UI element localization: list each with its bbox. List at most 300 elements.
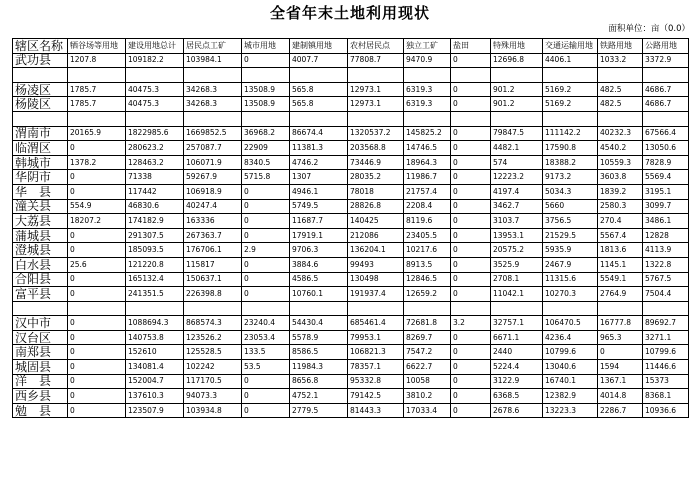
cell-value: 13223.3 xyxy=(543,403,598,418)
cell-value: 13508.9 xyxy=(242,97,290,112)
cell-value xyxy=(598,111,643,126)
cell-value: 79847.5 xyxy=(491,126,543,141)
unit-label: 面积单位：亩（0.0） xyxy=(608,24,690,34)
cell-value: 3525.9 xyxy=(491,257,543,272)
column-header: 公路用地 xyxy=(643,39,689,54)
cell-value: 1367.1 xyxy=(598,374,643,389)
cell-value: 4586.5 xyxy=(290,272,348,287)
region-name: 合阳县 xyxy=(13,272,68,287)
cell-value: 12828 xyxy=(643,228,689,243)
table-row xyxy=(13,126,689,141)
cell-value: 3099.7 xyxy=(643,199,689,214)
cell-value: 163336 xyxy=(184,214,242,229)
table-row xyxy=(13,155,689,170)
cell-value: 71338 xyxy=(126,170,184,185)
table-row xyxy=(13,228,689,243)
cell-value: 174182.9 xyxy=(126,214,184,229)
cell-value: 574 xyxy=(491,155,543,170)
cell-value: 4686.7 xyxy=(643,97,689,112)
spacer-row xyxy=(13,111,689,126)
cell-value: 482.5 xyxy=(598,82,643,97)
cell-value: 89692.7 xyxy=(643,316,689,331)
cell-value: 123526.2 xyxy=(184,330,242,345)
cell-value: 106821.3 xyxy=(348,345,404,360)
cell-value: 12846.5 xyxy=(404,272,451,287)
table-row xyxy=(13,389,689,404)
cell-value: 0 xyxy=(242,184,290,199)
cell-value: 9173.2 xyxy=(543,170,598,185)
column-header: 独立工矿 xyxy=(404,39,451,54)
cell-value: 17590.8 xyxy=(543,141,598,156)
cell-value: 4540.2 xyxy=(598,141,643,156)
cell-value xyxy=(451,68,491,83)
cell-value: 1320537.2 xyxy=(348,126,404,141)
cell-value: 0 xyxy=(242,389,290,404)
cell-value: 103934.8 xyxy=(184,403,242,418)
region-name: 临渭区 xyxy=(13,141,68,156)
cell-value: 125528.5 xyxy=(184,345,242,360)
cell-value: 106071.9 xyxy=(184,155,242,170)
region-name: 华阴市 xyxy=(13,170,68,185)
cell-value: 11687.7 xyxy=(290,214,348,229)
region-name: 杨陵区 xyxy=(13,97,68,112)
cell-value: 3884.6 xyxy=(290,257,348,272)
cell-value: 5715.8 xyxy=(242,170,290,185)
cell-value: 136204.1 xyxy=(348,243,404,258)
cell-value: 121220.8 xyxy=(126,257,184,272)
cell-value xyxy=(126,68,184,83)
cell-value: 0 xyxy=(68,287,126,302)
cell-value: 12659.2 xyxy=(404,287,451,302)
cell-value: 72681.8 xyxy=(404,316,451,331)
cell-value: 4752.1 xyxy=(290,389,348,404)
cell-value: 10799.6 xyxy=(543,345,598,360)
cell-value: 8586.5 xyxy=(290,345,348,360)
column-header: 农村居民点 xyxy=(348,39,404,54)
cell-value: 12382.9 xyxy=(543,389,598,404)
cell-value: 32757.1 xyxy=(491,316,543,331)
cell-value: 0 xyxy=(242,257,290,272)
cell-value: 21757.4 xyxy=(404,184,451,199)
cell-value: 9706.3 xyxy=(290,243,348,258)
cell-value: 2286.7 xyxy=(598,403,643,418)
region-name: 武功县 xyxy=(13,53,68,68)
cell-value: 109182.2 xyxy=(126,53,184,68)
cell-value: 901.2 xyxy=(491,97,543,112)
cell-value: 0 xyxy=(242,53,290,68)
cell-value: 145825.2 xyxy=(404,126,451,141)
region-name: 华 县 xyxy=(13,184,68,199)
cell-value: 3486.1 xyxy=(643,214,689,229)
cell-value: 0 xyxy=(451,199,491,214)
cell-value: 0 xyxy=(451,272,491,287)
cell-value: 2440 xyxy=(491,345,543,360)
cell-value: 9470.9 xyxy=(404,53,451,68)
cell-value: 0 xyxy=(451,82,491,97)
cell-value xyxy=(68,68,126,83)
cell-value xyxy=(643,68,689,83)
cell-value xyxy=(290,301,348,316)
region-name: 潼关县 xyxy=(13,199,68,214)
cell-value: 11446.6 xyxy=(643,360,689,375)
cell-value: 7504.4 xyxy=(643,287,689,302)
cell-value: 36968.2 xyxy=(242,126,290,141)
cell-value: 4946.1 xyxy=(290,184,348,199)
cell-value: 0 xyxy=(451,330,491,345)
region-name xyxy=(13,111,68,126)
cell-value: 0 xyxy=(242,228,290,243)
cell-value: 5567.4 xyxy=(598,228,643,243)
cell-value: 5749.5 xyxy=(290,199,348,214)
cell-value: 10760.1 xyxy=(290,287,348,302)
cell-value: 20575.2 xyxy=(491,243,543,258)
cell-value: 54430.4 xyxy=(290,316,348,331)
cell-value: 1322.8 xyxy=(643,257,689,272)
table-row xyxy=(13,170,689,185)
cell-value: 14746.5 xyxy=(404,141,451,156)
cell-value: 1088694.3 xyxy=(126,316,184,331)
cell-value: 40232.3 xyxy=(598,126,643,141)
cell-value xyxy=(491,111,543,126)
cell-value: 4236.4 xyxy=(543,330,598,345)
cell-value: 10270.3 xyxy=(543,287,598,302)
cell-value: 78357.1 xyxy=(348,360,404,375)
cell-value: 17919.1 xyxy=(290,228,348,243)
cell-value: 4746.2 xyxy=(290,155,348,170)
cell-value: 0 xyxy=(242,287,290,302)
cell-value: 99493 xyxy=(348,257,404,272)
cell-value: 128463.2 xyxy=(126,155,184,170)
cell-value: 40475.3 xyxy=(126,82,184,97)
region-name: 富平县 xyxy=(13,287,68,302)
table-row xyxy=(13,360,689,375)
cell-value xyxy=(404,111,451,126)
cell-value: 150637.1 xyxy=(184,272,242,287)
cell-value: 86674.4 xyxy=(290,126,348,141)
cell-value: 79953.1 xyxy=(348,330,404,345)
cell-value: 53.5 xyxy=(242,360,290,375)
cell-value: 102242 xyxy=(184,360,242,375)
cell-value: 0 xyxy=(242,374,290,389)
cell-value: 12973.1 xyxy=(348,97,404,112)
header-row xyxy=(13,39,689,54)
cell-value: 4014.8 xyxy=(598,389,643,404)
cell-value: 140753.8 xyxy=(126,330,184,345)
cell-value: 10217.6 xyxy=(404,243,451,258)
cell-value: 0 xyxy=(451,155,491,170)
cell-value: 77808.7 xyxy=(348,53,404,68)
cell-value: 4406.1 xyxy=(543,53,598,68)
cell-value: 3462.7 xyxy=(491,199,543,214)
cell-value: 0 xyxy=(451,374,491,389)
cell-value: 0 xyxy=(68,374,126,389)
cell-value: 2.9 xyxy=(242,243,290,258)
table-row xyxy=(13,403,689,418)
cell-value: 267363.7 xyxy=(184,228,242,243)
cell-value: 1207.8 xyxy=(68,53,126,68)
region-name: 杨凌区 xyxy=(13,82,68,97)
column-header: 交通运输用地 xyxy=(543,39,598,54)
column-header: 城市用地 xyxy=(242,39,290,54)
cell-value: 270.4 xyxy=(598,214,643,229)
cell-value: 8340.5 xyxy=(242,155,290,170)
cell-value xyxy=(68,301,126,316)
cell-value: 152610 xyxy=(126,345,184,360)
cell-value: 34268.3 xyxy=(184,82,242,97)
cell-value: 10559.3 xyxy=(598,155,643,170)
cell-value: 5034.3 xyxy=(543,184,598,199)
cell-value: 565.8 xyxy=(290,82,348,97)
cell-value: 0 xyxy=(451,257,491,272)
region-name: 蒲城县 xyxy=(13,228,68,243)
region-name: 洋 县 xyxy=(13,374,68,389)
cell-value: 0 xyxy=(68,316,126,331)
cell-value: 482.5 xyxy=(598,97,643,112)
cell-value: 1785.7 xyxy=(68,97,126,112)
region-name: 白水县 xyxy=(13,257,68,272)
cell-value: 5578.9 xyxy=(290,330,348,345)
cell-value xyxy=(68,111,126,126)
column-header: 盐田 xyxy=(451,39,491,54)
cell-value: 0 xyxy=(68,330,126,345)
cell-value: 0 xyxy=(68,141,126,156)
cell-value xyxy=(543,301,598,316)
cell-value: 565.8 xyxy=(290,97,348,112)
cell-value: 22909 xyxy=(242,141,290,156)
cell-value xyxy=(598,68,643,83)
table-row xyxy=(13,214,689,229)
cell-value: 15373 xyxy=(643,374,689,389)
cell-value: 3603.8 xyxy=(598,170,643,185)
cell-value: 0 xyxy=(242,272,290,287)
cell-value: 1594 xyxy=(598,360,643,375)
cell-value: 1378.2 xyxy=(68,155,126,170)
cell-value: 6622.7 xyxy=(404,360,451,375)
cell-value: 13508.9 xyxy=(242,82,290,97)
cell-value: 8656.8 xyxy=(290,374,348,389)
cell-value: 0 xyxy=(451,287,491,302)
cell-value: 0 xyxy=(451,170,491,185)
cell-value: 13050.6 xyxy=(643,141,689,156)
cell-value: 3195.1 xyxy=(643,184,689,199)
table-row xyxy=(13,345,689,360)
cell-value: 3.2 xyxy=(451,316,491,331)
cell-value xyxy=(242,111,290,126)
table-row xyxy=(13,316,689,331)
cell-value: 226398.8 xyxy=(184,287,242,302)
region-name: 勉 县 xyxy=(13,403,68,418)
cell-value: 115817 xyxy=(184,257,242,272)
cell-value xyxy=(643,301,689,316)
cell-value: 1145.1 xyxy=(598,257,643,272)
cell-value: 7547.2 xyxy=(404,345,451,360)
column-header: 辖区名称 xyxy=(13,39,68,54)
cell-value: 685461.4 xyxy=(348,316,404,331)
cell-value: 106470.5 xyxy=(543,316,598,331)
cell-value: 176706.1 xyxy=(184,243,242,258)
cell-value: 123507.9 xyxy=(126,403,184,418)
table-row xyxy=(13,184,689,199)
cell-value: 1669852.5 xyxy=(184,126,242,141)
cell-value: 40247.4 xyxy=(184,199,242,214)
cell-value: 0 xyxy=(68,272,126,287)
region-name: 大荔县 xyxy=(13,214,68,229)
cell-value: 4197.4 xyxy=(491,184,543,199)
table-row xyxy=(13,287,689,302)
table-row xyxy=(13,199,689,214)
cell-value: 3372.9 xyxy=(643,53,689,68)
cell-value: 18388.2 xyxy=(543,155,598,170)
cell-value: 152004.7 xyxy=(126,374,184,389)
column-header: 建设用地总计 xyxy=(126,39,184,54)
region-name: 西乡县 xyxy=(13,389,68,404)
cell-value: 0 xyxy=(68,243,126,258)
cell-value: 78018 xyxy=(348,184,404,199)
cell-value: 5660 xyxy=(543,199,598,214)
region-name: 汉中市 xyxy=(13,316,68,331)
cell-value: 95332.8 xyxy=(348,374,404,389)
table-row xyxy=(13,374,689,389)
cell-value: 111142.2 xyxy=(543,126,598,141)
cell-value: 11381.3 xyxy=(290,141,348,156)
column-header: 牺谷场等用地 xyxy=(68,39,126,54)
table-row xyxy=(13,330,689,345)
cell-value: 130498 xyxy=(348,272,404,287)
table-row xyxy=(13,257,689,272)
cell-value: 241351.5 xyxy=(126,287,184,302)
cell-value: 94073.3 xyxy=(184,389,242,404)
cell-value: 165132.4 xyxy=(126,272,184,287)
table-row xyxy=(13,243,689,258)
table-row xyxy=(13,53,689,68)
cell-value xyxy=(404,68,451,83)
cell-value xyxy=(348,301,404,316)
cell-value: 5569.4 xyxy=(643,170,689,185)
cell-value: 0 xyxy=(68,170,126,185)
cell-value: 13953.1 xyxy=(491,228,543,243)
region-name: 澄城县 xyxy=(13,243,68,258)
cell-value xyxy=(451,111,491,126)
cell-value: 4482.1 xyxy=(491,141,543,156)
cell-value xyxy=(184,111,242,126)
cell-value: 1307 xyxy=(290,170,348,185)
region-name xyxy=(13,68,68,83)
region-name: 渭南市 xyxy=(13,126,68,141)
cell-value: 1839.2 xyxy=(598,184,643,199)
cell-value: 0 xyxy=(451,214,491,229)
cell-value: 23053.4 xyxy=(242,330,290,345)
cell-value: 34268.3 xyxy=(184,97,242,112)
cell-value xyxy=(184,68,242,83)
cell-value: 67566.4 xyxy=(643,126,689,141)
cell-value: 12973.1 xyxy=(348,82,404,97)
cell-value xyxy=(543,111,598,126)
cell-value xyxy=(290,111,348,126)
cell-value: 0 xyxy=(598,345,643,360)
cell-value: 25.6 xyxy=(68,257,126,272)
cell-value: 6671.1 xyxy=(491,330,543,345)
cell-value: 0 xyxy=(242,214,290,229)
cell-value: 5549.1 xyxy=(598,272,643,287)
cell-value: 117170.5 xyxy=(184,374,242,389)
cell-value: 3271.1 xyxy=(643,330,689,345)
cell-value: 0 xyxy=(451,360,491,375)
cell-value: 4007.7 xyxy=(290,53,348,68)
cell-value xyxy=(242,68,290,83)
cell-value: 40475.3 xyxy=(126,97,184,112)
cell-value xyxy=(242,301,290,316)
cell-value: 1785.7 xyxy=(68,82,126,97)
cell-value: 0 xyxy=(451,243,491,258)
cell-value: 137610.3 xyxy=(126,389,184,404)
cell-value: 5224.4 xyxy=(491,360,543,375)
cell-value: 10936.6 xyxy=(643,403,689,418)
cell-value: 11315.6 xyxy=(543,272,598,287)
cell-value xyxy=(348,111,404,126)
cell-value: 8913.5 xyxy=(404,257,451,272)
land-use-table xyxy=(12,38,689,418)
cell-value: 2580.3 xyxy=(598,199,643,214)
cell-value: 18207.2 xyxy=(68,214,126,229)
cell-value: 901.2 xyxy=(491,82,543,97)
cell-value: 12696.8 xyxy=(491,53,543,68)
cell-value: 8119.6 xyxy=(404,214,451,229)
cell-value: 185093.5 xyxy=(126,243,184,258)
cell-value: 16777.8 xyxy=(598,316,643,331)
cell-value xyxy=(491,68,543,83)
cell-value: 106918.9 xyxy=(184,184,242,199)
cell-value: 5169.2 xyxy=(543,82,598,97)
cell-value: 11984.3 xyxy=(290,360,348,375)
cell-value: 79142.5 xyxy=(348,389,404,404)
cell-value: 10799.6 xyxy=(643,345,689,360)
cell-value xyxy=(290,68,348,83)
cell-value: 28035.2 xyxy=(348,170,404,185)
cell-value: 23240.4 xyxy=(242,316,290,331)
cell-value xyxy=(491,301,543,316)
column-header: 铁路用地 xyxy=(598,39,643,54)
cell-value: 3122.9 xyxy=(491,374,543,389)
cell-value: 0 xyxy=(451,141,491,156)
cell-value: 81443.3 xyxy=(348,403,404,418)
cell-value: 6319.3 xyxy=(404,97,451,112)
cell-value xyxy=(184,301,242,316)
region-name: 韩城市 xyxy=(13,155,68,170)
cell-value: 2764.9 xyxy=(598,287,643,302)
cell-value: 0 xyxy=(68,403,126,418)
region-name: 南郑县 xyxy=(13,345,68,360)
cell-value: 117442 xyxy=(126,184,184,199)
cell-value xyxy=(404,301,451,316)
cell-value: 191937.4 xyxy=(348,287,404,302)
cell-value: 6319.3 xyxy=(404,82,451,97)
cell-value: 2467.9 xyxy=(543,257,598,272)
cell-value: 0 xyxy=(68,184,126,199)
page-title: 全省年末土地利用现状 xyxy=(269,4,430,22)
table-row xyxy=(13,272,689,287)
cell-value: 0 xyxy=(242,403,290,418)
cell-value: 3810.2 xyxy=(404,389,451,404)
table-row xyxy=(13,141,689,156)
cell-value: 140425 xyxy=(348,214,404,229)
cell-value: 2208.4 xyxy=(404,199,451,214)
cell-value: 6368.5 xyxy=(491,389,543,404)
cell-value: 0 xyxy=(68,360,126,375)
spacer-row xyxy=(13,301,689,316)
cell-value: 1813.6 xyxy=(598,243,643,258)
cell-value: 46830.6 xyxy=(126,199,184,214)
cell-value: 4686.7 xyxy=(643,82,689,97)
